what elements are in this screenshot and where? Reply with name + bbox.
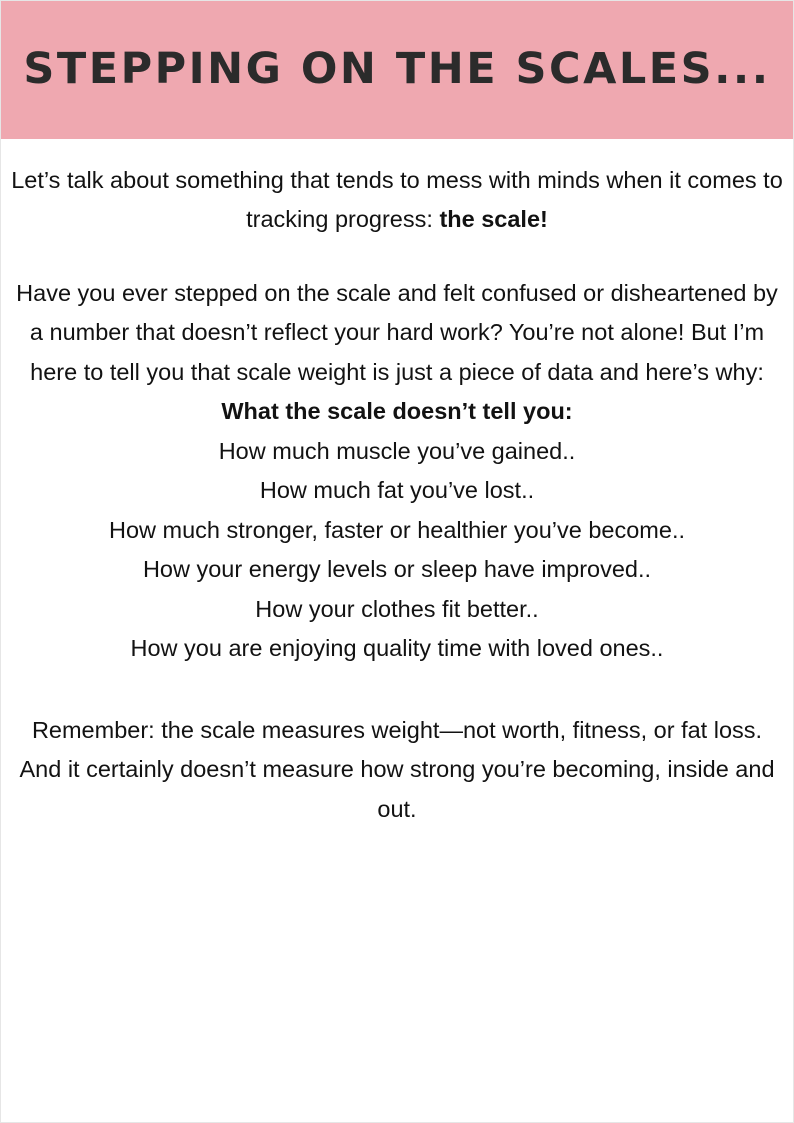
header-banner: [1, 1, 793, 139]
list-section: [7, 392, 787, 668]
list-item: How your energy levels or sleep have improved..: [142, 556, 652, 583]
closing-paragraph-two: And it certainly doesn’t measure how strong you’re becoming, inside and out.: [19, 756, 775, 822]
list-item: How your clothes fit better..: [255, 595, 539, 622]
list-item: How you are enjoying quality time with loved ones..: [130, 635, 664, 662]
list-item: How much stronger, faster or healthier you’ve become..: [108, 516, 686, 543]
closing-paragraph-one: Remember: the scale measures weight—not worth, fitness, or fat loss.: [31, 716, 763, 743]
paragraph-two: Have you ever stepped on the scale and felt confused or disheartened by a number that doesn’t reflect your hard work? You’re not alone! But I’m here to tell you that scale weight is just a piece of data and here’s why:: [16, 279, 778, 385]
list-item: How much fat you’ve lost..: [259, 477, 535, 504]
page-title: STEPPING ON THE SCALES...: [23, 44, 771, 95]
intro-emphasis: the scale!: [439, 206, 548, 233]
intro-text: Let’s talk about something that tends to mess with minds when it comes to tracking progress:: [11, 167, 783, 233]
list-item: How much muscle you’ve gained..: [218, 437, 576, 464]
scale-list: [7, 432, 787, 669]
document-body: [1, 139, 793, 829]
intro-paragraph: [7, 161, 787, 240]
list-heading: What the scale doesn’t tell you:: [221, 398, 573, 425]
